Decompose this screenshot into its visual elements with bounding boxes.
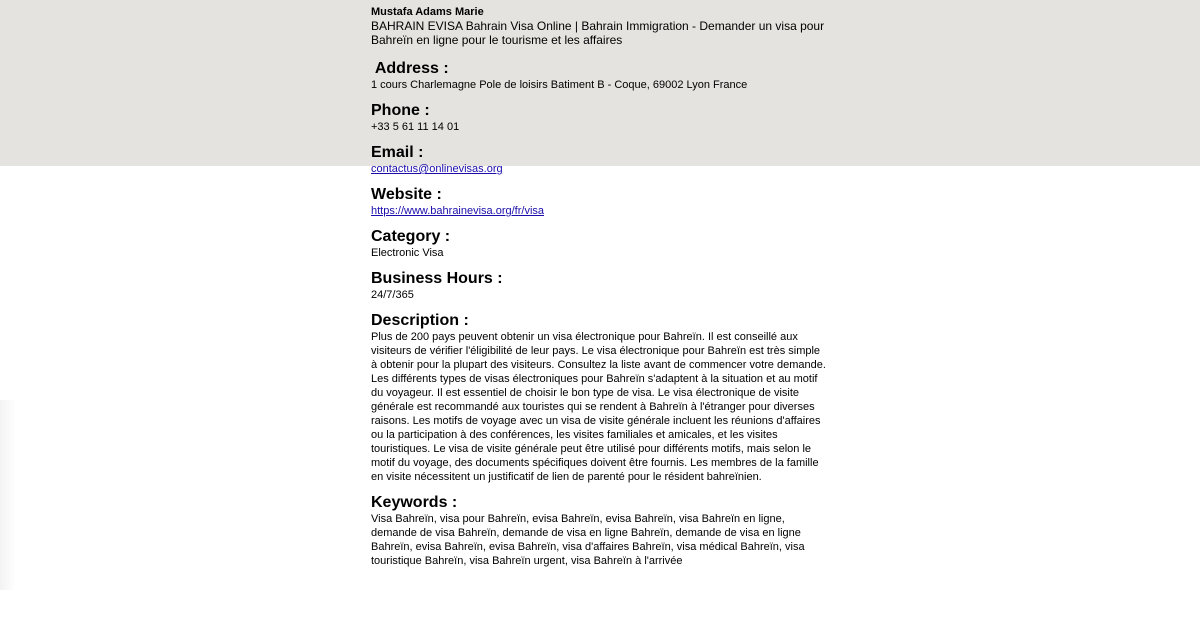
description-section — [371, 312, 826, 484]
website-label: Website : — [371, 186, 442, 203]
phone-section — [371, 102, 826, 134]
hours-section — [371, 270, 826, 302]
business-hours-value: 24/7/365 — [371, 289, 414, 301]
email-section — [371, 144, 826, 176]
business-listing — [371, 5, 826, 578]
left-edge-shade — [0, 400, 16, 590]
keywords-label: Keywords : — [371, 494, 458, 511]
keywords-section — [371, 494, 826, 568]
category-label: Category : — [371, 228, 451, 245]
listing-title: BAHRAIN EVISA Bahrain Visa Online | Bahrain Immigration - Demander un visa pour Bahreïn en ligne pour le tourisme et les affaires — [371, 19, 825, 47]
business-hours-label: Business Hours : — [371, 270, 503, 287]
category-value: Electronic Visa — [371, 247, 444, 259]
website-section — [371, 186, 826, 218]
category-section — [371, 228, 826, 260]
website-link[interactable]: https://www.bahrainevisa.org/fr/visa — [371, 205, 545, 217]
description-text: Plus de 200 pays peuvent obtenir un visa électronique pour Bahreïn. Il est conseillé aux visiteurs de vérifier l'éligibilité de leur pays. Le visa électronique pour Bahreïn est très simple à obtenir pour la plupart des visiteurs. Consultez la liste avant de commencer votre demande. Les différents types de visas électroniques pour Bahreïn s'adaptent à la situation et au motif du voyageur. Il est essentiel de choisir le bon type de visa. Le visa électronique de visite générale est recommandé aux touristes qui se rendent à Bahreïn à l'étranger pour diverses raisons. Les motifs de voyage avec un visa de visite générale incluent les réunions d'affaires ou la participation à des conférences, les visites familiales et amicales, et les visites touristiques. Le visa de visite générale peut être utilisé pour différents motifs, mais selon le motif du voyage, des documents spécifiques doivent être fournis. Les membres de la famille en visite nécessitent un justificatif de lien de parenté pour le résident bahreïnien. — [371, 331, 826, 483]
phone-label: Phone : — [371, 102, 430, 119]
email-link[interactable]: contactus@onlinevisas.org — [371, 163, 503, 175]
phone-value: +33 5 61 11 14 01 — [371, 121, 460, 133]
address-value: 1 cours Charlemagne Pole de loisirs Batiment B - Coque, 69002 Lyon France — [371, 79, 748, 91]
author-name: Mustafa Adams Marie — [371, 6, 484, 18]
address-section — [371, 60, 826, 92]
address-label: Address : — [371, 60, 449, 77]
email-label: Email : — [371, 144, 424, 161]
description-label: Description : — [371, 312, 469, 329]
keywords-text: Visa Bahreïn, visa pour Bahreïn, evisa Bahreïn, evisa Bahreïn, visa Bahreïn en ligne, demande de visa Bahreïn, demande de visa en ligne Bahreïn, demande de visa en ligne Bahreïn, evisa Bahreïn, evisa Bahreïn, visa d'affaires Bahreïn, visa médical Bahreïn, visa touristique Bahreïn, visa Bahreïn urgent, visa Bahreïn à l'arrivée — [371, 513, 805, 567]
